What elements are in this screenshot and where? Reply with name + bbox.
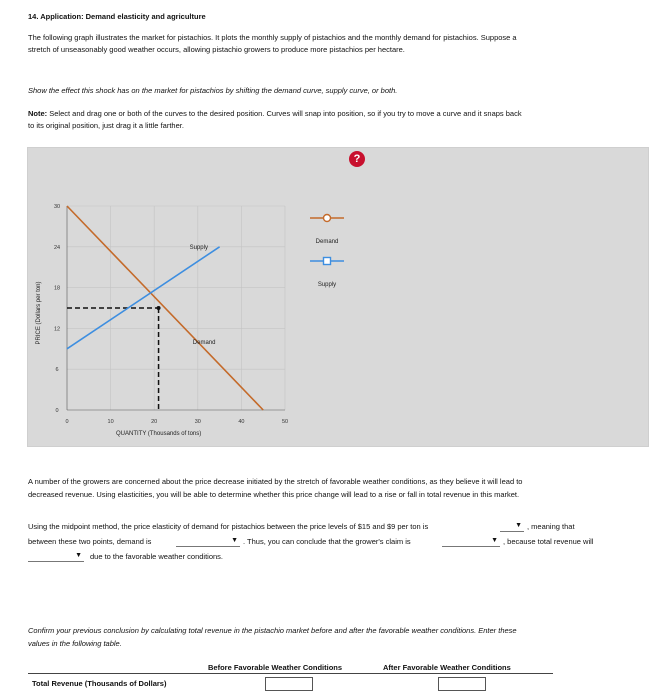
- revenue-after-input[interactable]: [438, 677, 486, 691]
- revenue-change-dropdown[interactable]: [28, 551, 84, 562]
- chevron-down-icon: ▼: [231, 537, 238, 544]
- demand-curve-label: Demand: [192, 340, 216, 346]
- y-tick-label: 0: [55, 408, 59, 414]
- revenue-before-input[interactable]: [265, 677, 313, 691]
- question-part-1: Using the midpoint method, the price elasticity of demand for pistachios between the price levels of $15 and $9 per ton is: [28, 522, 429, 531]
- y-axis-label: PRICE (Dollars per ton): [36, 281, 42, 345]
- confirm-line-1: Confirm your previous conclusion by calculating total revenue in the pistachio market before and after the favorable weather conditions. Enter these: [28, 626, 517, 635]
- y-tick-label: 30: [53, 204, 61, 210]
- graph-panel: [27, 147, 649, 447]
- grower-claim-dropdown[interactable]: [442, 536, 500, 547]
- question-part-2: , meaning that: [527, 522, 575, 531]
- paragraph2-line-2: decreased revenue. Using elasticities, you will be able to determine whether this price change will lead to a rise or fall in total revenue in this market.: [28, 490, 520, 499]
- chevron-down-icon: ▼: [515, 522, 522, 529]
- question-part-4: . Thus, you can conclude that the grower's claim is: [243, 537, 411, 546]
- table-header-before: Before Favorable Weather Conditions: [208, 663, 343, 672]
- note-label: Note:: [28, 109, 48, 118]
- intro-line-2: stretch of unseasonably good weather occurs, allowing pistachio growers to produce more pistachios per hectare.: [28, 45, 405, 54]
- note-line-1: [28, 109, 522, 119]
- page-title: 14. Application: Demand elasticity and agriculture: [28, 12, 206, 21]
- y-tick-label: 24: [53, 244, 61, 251]
- legend-demand-label: Demand: [315, 239, 339, 245]
- paragraph2-line-1: A number of the growers are concerned about the price decrease initiated by the stretch of favorable weather conditions, as they believe it will lead to: [28, 477, 523, 486]
- question-part-5: , because total revenue will: [503, 537, 594, 546]
- note-text: Select and drag one or both of the curves to the desired position. Curves will snap into position, so if you try to move a curve and it snaps back: [47, 109, 522, 118]
- question-part-6: due to the favorable weather conditions.: [90, 552, 224, 561]
- x-tick-label: 30: [194, 419, 201, 425]
- chevron-down-icon: ▼: [491, 537, 498, 544]
- table-row-label: Total Revenue (Thousands of Dollars): [32, 679, 167, 688]
- chevron-down-icon: ▼: [75, 552, 82, 559]
- y-tick-label: 18: [53, 285, 61, 292]
- x-tick-label: 50: [281, 419, 289, 425]
- table-header-after: After Favorable Weather Conditions: [383, 663, 511, 672]
- x-tick-label: 20: [151, 419, 158, 425]
- x-tick-label: 0: [65, 419, 69, 425]
- confirm-line-2: values in the following table.: [28, 639, 122, 648]
- intro-line-1: The following graph illustrates the market for pistachios. It plots the monthly supply of pistachios and the monthly demand for pistachios. Suppose a: [28, 33, 517, 42]
- elasticity-value-dropdown[interactable]: [500, 521, 524, 532]
- table-divider: [28, 673, 553, 674]
- note-line-2: to its original position, just drag it a little farther.: [28, 121, 184, 130]
- instruction-text: Show the effect this shock has on the market for pistachios by shifting the demand curve, supply curve, or both.: [28, 86, 398, 95]
- x-tick-label: 40: [238, 419, 245, 425]
- demand-type-dropdown[interactable]: [176, 536, 240, 547]
- x-axis-label: QUANTITY (Thousands of tons): [116, 431, 202, 437]
- question-part-3: between these two points, demand is: [28, 537, 152, 546]
- help-icon[interactable]: ?: [349, 151, 365, 167]
- legend-supply-label: Supply: [317, 282, 337, 288]
- y-tick-label: 6: [55, 367, 59, 374]
- x-tick-label: 10: [107, 419, 114, 425]
- supply-curve-label: Supply: [189, 244, 208, 251]
- y-tick-label: 12: [53, 326, 61, 333]
